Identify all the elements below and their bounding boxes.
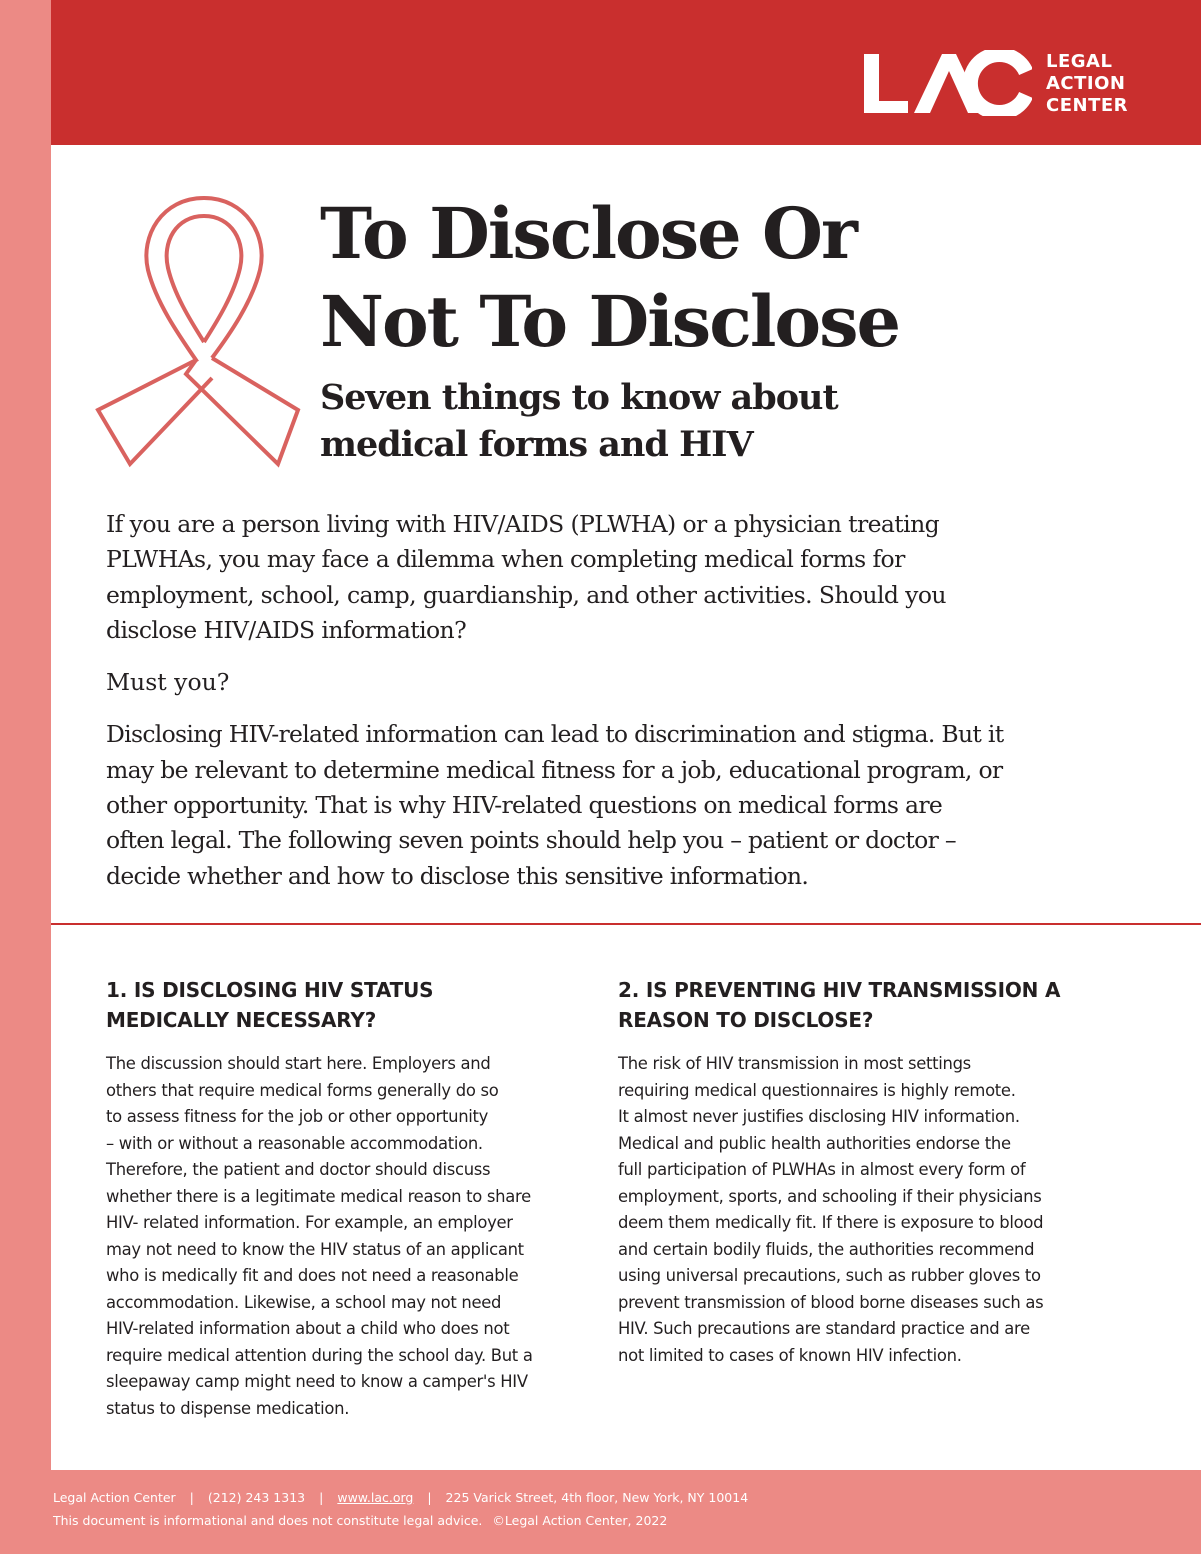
footer-separator: | — [319, 1490, 324, 1505]
logo-word-legal: LEGAL — [1046, 51, 1113, 72]
body-line: requiring medical questionnaires is highly remote. — [618, 1080, 1016, 1100]
section-1-heading — [106, 975, 596, 1035]
section-divider — [51, 923, 1201, 925]
body-line: sleepaway camp might need to know a camper's HIV — [106, 1372, 528, 1391]
body-line: The risk of HIV transmission in most settings — [618, 1054, 971, 1073]
body-line: others that require medical forms generally do so — [106, 1080, 499, 1100]
body-line: to assess fitness for the job or other opportunity — [106, 1107, 489, 1126]
body-line: whether there is a legitimate medical reason to share — [106, 1186, 531, 1206]
body-line: and certain bodily fluids, the authorities recommend — [618, 1239, 1035, 1259]
intro-line: disclose HIV/AIDS information? — [106, 615, 467, 644]
body-line: – with or without a reasonable accommodation. — [106, 1133, 483, 1153]
page-subtitle — [320, 374, 1020, 468]
intro-line: employment, school, camp, guardianship, and other activities. Should you — [106, 580, 946, 609]
footer-contact — [53, 1490, 748, 1505]
page-title — [320, 190, 1140, 366]
footer-address: 225 Varick Street, 4th floor, New York, NY 10014 — [445, 1490, 749, 1505]
heading-line: MEDICALLY NECESSARY? — [106, 1008, 377, 1032]
intro-line: If you are a person living with HIV/AIDS (PLWHA) or a physician treating — [106, 510, 940, 538]
heading-line: 1. IS DISCLOSING HIV STATUS — [106, 978, 434, 1002]
intro-line: often legal. The following seven points should help you – patient or doctor – — [106, 826, 956, 855]
footer-separator: | — [189, 1490, 194, 1505]
footer-copyright: ©Legal Action Center, 2022 — [492, 1513, 668, 1528]
footer-separator: | — [427, 1490, 432, 1505]
title-line: To Disclose Or — [320, 192, 856, 275]
body-line: HIV. Such precautions are standard practice and are — [618, 1319, 1030, 1338]
heading-line: REASON TO DISCLOSE? — [618, 1008, 874, 1032]
intro-line: may be relevant to determine medical fitness for a job, educational program, or — [106, 755, 1003, 784]
footer-website-link[interactable]: www.lac.org — [337, 1490, 414, 1505]
subtitle-line: Seven things to know about — [320, 377, 838, 418]
body-line: It almost never justifies disclosing HIV information. — [618, 1107, 1020, 1126]
intro-text — [106, 507, 1106, 894]
body-line: Therefore, the patient and doctor should discuss — [106, 1160, 491, 1179]
body-line: The discussion should start here. Employers and — [106, 1054, 491, 1073]
body-line: prevent transmission of blood borne diseases such as — [618, 1292, 1044, 1312]
intro-line: decide whether and how to disclose this sensitive information. — [106, 861, 809, 890]
footer-disclaimer-text: This document is informational and does not constitute legal advice. — [53, 1513, 483, 1528]
section-1 — [106, 975, 596, 1422]
logo-word-action: ACTION — [1046, 73, 1126, 94]
body-line: may not need to know the HIV status of an applicant — [106, 1239, 524, 1259]
left-accent-bar — [0, 0, 51, 1554]
body-line: Medical and public health authorities endorse the — [618, 1133, 1011, 1153]
section-2-heading — [618, 975, 1108, 1035]
intro-line: other opportunity. That is why HIV-related questions on medical forms are — [106, 791, 943, 820]
body-line: deem them medically fit. If there is exposure to blood — [618, 1213, 1044, 1232]
lac-logo-wordmark — [1046, 51, 1156, 117]
section-1-body — [106, 1051, 596, 1422]
title-line: Not To Disclose — [320, 280, 900, 363]
lac-logo-mark — [862, 50, 1032, 116]
section-2-body — [618, 1051, 1108, 1369]
logo-word-center: CENTER — [1046, 95, 1129, 116]
body-line: status to dispense medication. — [106, 1398, 350, 1418]
body-line: HIV- related information. For example, an employer — [106, 1213, 513, 1232]
intro-paragraph-1 — [106, 507, 1106, 648]
intro-paragraph-3 — [106, 717, 1106, 893]
intro-line: Disclosing HIV-related information can lead to discrimination and stigma. But it — [106, 720, 1004, 749]
body-line: full participation of PLWHAs in almost every form of — [618, 1160, 1026, 1179]
lac-logo — [862, 50, 1142, 122]
section-2 — [618, 975, 1108, 1369]
intro-paragraph-2: Must you? — [106, 668, 230, 697]
footer-disclaimer — [53, 1513, 667, 1528]
body-line: require medical attention during the school day. But a — [106, 1345, 533, 1365]
body-line: employment, sports, and schooling if their physicians — [618, 1186, 1042, 1206]
body-line: accommodation. Likewise, a school may not need — [106, 1292, 502, 1312]
intro-line: PLWHAs, you may face a dilemma when completing medical forms for — [106, 545, 905, 574]
page-footer — [51, 1470, 1201, 1554]
body-line: using universal precautions, such as rubber gloves to — [618, 1266, 1041, 1285]
subtitle-line: medical forms and HIV — [320, 424, 753, 465]
footer-phone: (212) 243 1313 — [207, 1490, 306, 1505]
body-line: who is medically fit and does not need a reasonable — [106, 1266, 519, 1285]
footer-org: Legal Action Center — [53, 1490, 176, 1505]
awareness-ribbon-icon — [92, 192, 304, 472]
heading-line: 2. IS PREVENTING HIV TRANSMISSION A — [618, 978, 1061, 1002]
body-line: not limited to cases of known HIV infection. — [618, 1345, 962, 1365]
body-line: HIV-related information about a child who does not — [106, 1319, 510, 1338]
